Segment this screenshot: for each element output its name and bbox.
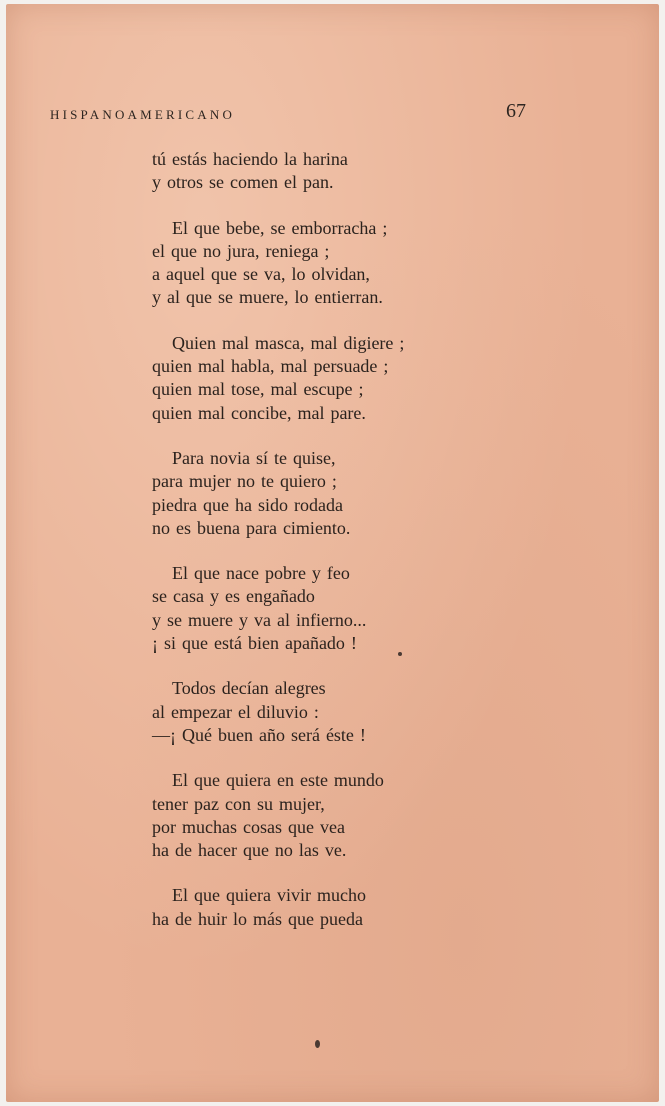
verse-line: Para novia sí te quise, [172,447,336,468]
stanza [152,447,404,540]
verse-line: para mujer no te quiero ; [152,471,337,492]
stanza [152,217,404,310]
verse-line: el que no jura, reniega ; [152,240,330,261]
verse-line: quien mal tose, mal escupe ; [152,379,364,400]
verse-line: no es buena para cimiento. [152,517,351,538]
verse-line: —¡ Qué buen año será éste ! [152,724,366,745]
verse-line: El que nace pobre y feo [172,563,350,584]
verse-line: por muchas cosas que vea [152,816,345,837]
verse-line: quien mal concibe, mal pare. [152,402,366,423]
book-page [6,4,659,1102]
stanza [152,562,404,655]
verse-line: ¡ si que está bien apañado ! [152,633,357,654]
verse-line: y otros se comen el pan. [152,172,334,193]
verse-line: a aquel que se va, lo olvidan, [152,264,370,285]
stanza [152,332,404,425]
paper-speck [315,1040,320,1048]
page-number: 67 [506,100,526,122]
stanza [152,769,404,862]
verse-line: y al que se muere, lo entierran. [152,287,383,308]
stanza [152,148,404,195]
paper-speck [398,652,402,656]
verse-line: al empezar el diluvio : [152,701,319,722]
verse-line: ha de huir lo más que pueda [152,908,363,929]
verse-line: El que bebe, se emborracha ; [172,217,388,238]
verse-line: y se muere y va al infierno... [152,609,367,630]
verse-line: se casa y es engañado [152,586,315,607]
verse-line: tú estás haciendo la harina [152,149,348,169]
verse-line: quien mal habla, mal persuade ; [152,356,389,377]
verse-line: El que quiera vivir mucho [172,885,366,906]
verse-line: Quien mal masca, mal digiere ; [172,332,405,353]
verse-line: Todos decían alegres [172,678,326,699]
verse-line: tener paz con su mujer, [152,793,325,814]
stanza [152,884,404,931]
verse-line: El que quiera en este mundo [172,770,384,791]
running-head: HISPANOAMERICANO [50,107,236,122]
poem-body [152,148,404,953]
verse-line: piedra que ha sido rodada [152,494,343,515]
stanza [152,677,404,747]
verse-line: ha de hacer que no las ve. [152,840,347,861]
